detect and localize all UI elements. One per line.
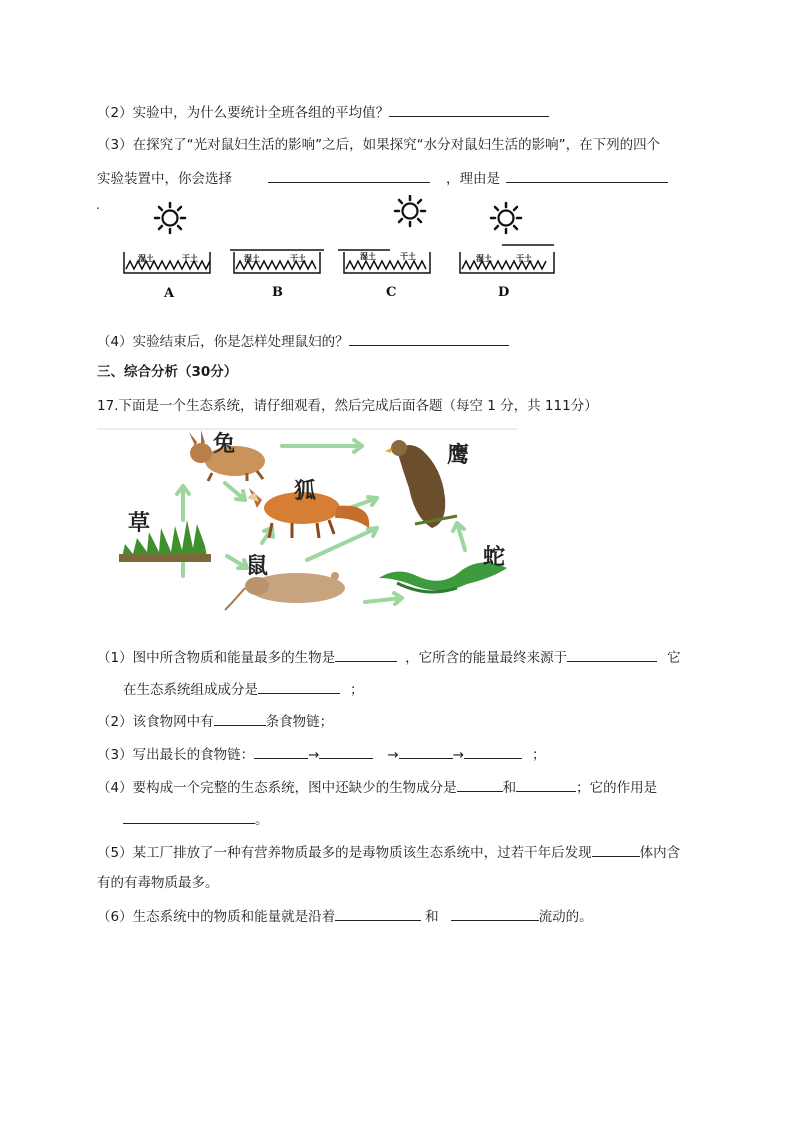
subquestion-4-text-d: 。 (255, 812, 269, 828)
arrow-icon: → (452, 747, 465, 763)
question-2 (97, 101, 549, 123)
subquestion-4-blank-2[interactable] (516, 776, 576, 792)
sun-icon-a (155, 203, 185, 233)
subquestion-6-blank-2[interactable] (451, 905, 539, 921)
subquestion-3-blank-4[interactable] (464, 743, 522, 759)
subquestion-4-blank-3[interactable] (123, 808, 255, 824)
subquestion-2-text-a: （2）该食物网中有 (97, 714, 214, 730)
subquestion-3-blank-2[interactable] (319, 743, 373, 759)
subquestion-4-blank-1[interactable] (457, 776, 503, 792)
question-4-answer-blank[interactable] (349, 330, 509, 346)
question-3-text-1: （3）在探究了“光对鼠妇生活的影响”之后，如果探究“水分对鼠妇生活的影响”，在下列的四个 (97, 137, 661, 153)
subquestion-6-text-a: （6）生态系统中的物质和能量就是沿着 (97, 909, 336, 925)
label-eagle: 鹰 (447, 442, 470, 468)
apparatus-box-c (338, 250, 430, 273)
subquestion-6-text-c: 流动的。 (538, 909, 593, 925)
sun-icon-d (491, 203, 521, 233)
subquestion-2-blank[interactable] (214, 710, 266, 726)
subquestion-2 (97, 710, 333, 732)
subquestion-4-text-c: ；它的作用是 (576, 780, 658, 796)
question-3-text-2a: 实验装置中，你会选择 (97, 171, 232, 187)
subquestion-6 (97, 905, 593, 927)
subquestion-1-text-b: ，它所含的能量最终来源于 (405, 650, 568, 666)
subquestion-5-blank[interactable] (592, 841, 640, 857)
question-17-intro: 17.下面是一个生态系统，请仔细观看，然后完成后面各题（每空 1 分，共 111分） (97, 398, 598, 414)
subquestion-1-blank-3[interactable] (258, 678, 340, 694)
box-c-wet-label: 湿土 (360, 252, 376, 261)
box-b-wet-label: 湿土 (244, 254, 260, 263)
subquestion-1-text-d: 在生态系统组成成分是 (123, 682, 258, 698)
subquestion-1-line-1 (97, 646, 681, 668)
subquestion-4-text-b: 和 (502, 780, 517, 796)
question-2-text: （2）实验中，为什么要统计全班各组的平均值？ (97, 105, 390, 121)
subquestion-4-line-1 (97, 776, 657, 798)
box-d-dry-label: 干土 (516, 254, 532, 263)
subquestion-1-text-a: （1）图中所含物质和能量最多的生物是 (97, 650, 336, 666)
question-4-text: （4）实验结束后，你是怎样处理鼠妇的？ (97, 334, 349, 350)
box-d-wet-label: 湿土 (476, 254, 492, 263)
arrow-icon: → (387, 747, 399, 763)
question-3-text-2b: ，理由是 (446, 171, 500, 187)
mouse-image (225, 572, 345, 610)
question-2-answer-blank[interactable] (389, 101, 549, 117)
box-b-dry-label: 干土 (290, 254, 306, 263)
subquestion-4-text-a: （4）要构成一个完整的生态系统，图中还缺少的生物成分是 (97, 780, 457, 796)
stray-dot: . (96, 198, 100, 212)
subquestion-4-line-2 (123, 808, 269, 830)
subquestion-5-text-b: 体内含 (639, 845, 681, 861)
apparatus-box-d (460, 245, 554, 273)
label-grass: 草 (128, 510, 151, 536)
apparatus-letter-a: A (164, 286, 175, 301)
question-4 (97, 330, 509, 352)
subquestion-5-text-a: （5）某工厂排放了一种有营养物质最多的是毒物质该生态系统中，过若干年后发现 (97, 845, 592, 861)
question-3-reason-blank[interactable] (506, 167, 668, 183)
question-3-line-2 (97, 167, 668, 189)
subquestion-1-text-e: ； (350, 682, 364, 698)
subquestion-1-text-c: 它 (667, 650, 681, 666)
subquestion-1-blank-1[interactable] (335, 646, 397, 662)
subquestion-3-text-e: ； (532, 747, 546, 763)
apparatus-letter-d: D (498, 285, 510, 300)
apparatus-letter-c: C (386, 285, 397, 300)
label-fox: 狐 (294, 478, 317, 504)
subquestion-5-line-2: 有的有毒物质最多。 (97, 875, 219, 891)
box-a-wet-label: 湿土 (138, 254, 154, 263)
subquestion-6-text-b: 和 (425, 909, 439, 925)
subquestion-3-text-a: （3）写出最长的食物链： (97, 747, 255, 763)
question-3-line-1 (97, 135, 660, 155)
subquestion-5-line-1 (97, 841, 680, 863)
apparatus-letter-b: B (272, 285, 283, 300)
label-mouse: 鼠 (246, 553, 269, 579)
subquestion-1-blank-2[interactable] (567, 646, 657, 662)
subquestion-3-blank-1[interactable] (254, 743, 308, 759)
label-rabbit: 兔 (213, 431, 236, 457)
sun-icon-c (395, 196, 425, 226)
box-c-dry-label: 干土 (400, 252, 416, 261)
subquestion-3 (97, 743, 546, 765)
subquestion-3-blank-3[interactable] (399, 743, 453, 759)
apparatus-diagram (110, 195, 570, 305)
subquestion-1-line-2 (123, 678, 364, 700)
box-a-dry-label: 干土 (182, 254, 198, 263)
label-snake: 蛇 (483, 544, 506, 570)
arrow-icon: → (308, 747, 320, 763)
subquestion-2-text-b: 条食物链； (265, 714, 334, 730)
section-3-title: 三、综合分析（30分） (97, 364, 238, 380)
subquestion-6-blank-1[interactable] (335, 905, 421, 921)
question-3-choice-blank[interactable] (268, 167, 430, 183)
